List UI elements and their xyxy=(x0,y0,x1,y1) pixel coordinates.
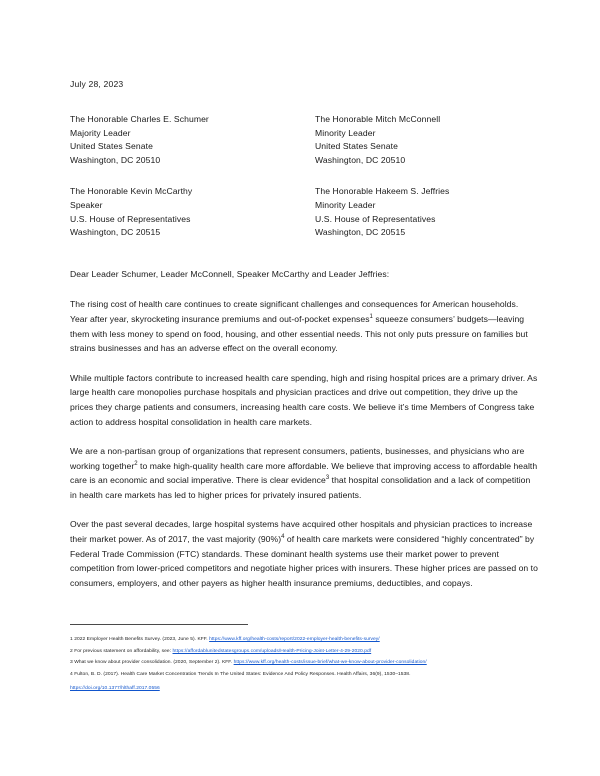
footnote-text: Fulton, B. D. (2017). Health Care Market Concentration Trends In The United States: Evidence And Policy Responses. Health Affairs, 36(9), 1530–1538. xyxy=(74,671,411,677)
footnote-marker-4: 4 xyxy=(281,534,285,541)
footnote-item-1 xyxy=(70,634,540,646)
footnote-link[interactable]: https://doi.org/10.1377/hlthaff.2017.0556 xyxy=(70,686,160,692)
recipient-city: Washington, DC 20510 xyxy=(315,154,406,165)
recipient-city: Washington, DC 20510 xyxy=(70,154,161,165)
recipient-city: Washington, DC 20515 xyxy=(70,227,161,238)
recipient-name: The Honorable Hakeem S. Jeffries xyxy=(315,186,450,197)
recipient-name: The Honorable Charles E. Schumer xyxy=(70,114,209,124)
paragraph-text-cont2: that hospital consolidation and a lack of competition in health care markets has led to higher prices for privately insured patients. xyxy=(70,475,531,500)
paragraph-text: The rising cost of health care continues to create significant challenges and consequences for American households. Year after year, skyrocketing insurance premiums and out-of-pocket expenses xyxy=(70,299,519,324)
recipient-body: U.S. House of Representatives xyxy=(315,213,436,224)
footnote-item-3 xyxy=(70,657,540,669)
body-paragraph-2 xyxy=(70,371,538,429)
footnote-text: What we know about provider consolidation. (2020, September 2). KFF. xyxy=(74,660,234,666)
recipient-city: Washington, DC 20515 xyxy=(315,227,406,238)
footnote-number: 2 xyxy=(70,648,73,654)
recipient-name: The Honorable Kevin McCarthy xyxy=(70,186,193,197)
footnote-item-4 xyxy=(70,669,540,681)
footnote-item-4-link-line xyxy=(70,683,540,695)
recipient-jeffries xyxy=(315,185,560,239)
footnote-marker-1: 1 xyxy=(369,314,373,321)
footnote-item-2 xyxy=(70,646,540,658)
footnote-text: 2022 Employer Health Benefits Survey. (2023, June 5). KFF. xyxy=(74,637,210,642)
paragraph-text-cont: to make high-quality health care more affordable. We believe that improving access to affordable health care is an economic and social imperative. There is clear evidence xyxy=(70,460,538,486)
recipient-title: Minority Leader xyxy=(315,199,376,210)
footnote-number: 1 xyxy=(70,637,73,642)
footnote-link[interactable]: https://www.kff.org/health-costs/report/2022-employer-health-benefits-survey/ xyxy=(209,637,380,642)
letter-date: July 28, 2023 xyxy=(70,79,124,89)
recipient-body: United States Senate xyxy=(315,141,398,152)
body-paragraph-4 xyxy=(70,517,538,590)
footnote-number: 3 xyxy=(70,660,73,666)
recipient-mcconnell xyxy=(315,113,560,167)
recipient-body: U.S. House of Representatives xyxy=(70,213,191,224)
body-paragraph-3 xyxy=(70,444,538,502)
recipient-schumer xyxy=(70,113,315,167)
footnote-marker-2: 2 xyxy=(134,460,138,467)
footnote-text: For previous statement on affordability, see: xyxy=(74,648,173,654)
recipient-mccarthy xyxy=(70,185,315,239)
recipient-block-senate xyxy=(70,113,538,167)
paragraph-text: Over the past several decades, large hospital systems have acquired other hospitals and physician practices to increase their market power. As of 2017, the vast majority (90%) xyxy=(70,519,533,545)
paragraph-text: We are a non-partisan group of organizations that represent consumers, patients, businesses, and physicians who are working together xyxy=(70,446,525,471)
footnote-marker-3: 3 xyxy=(325,475,330,482)
footnote-section xyxy=(70,624,540,695)
recipient-title: Speaker xyxy=(70,199,103,210)
paragraph-text-cont: squeeze consumers’ budgets—leaving them with less money to spend on food, housing, and other essential needs. This not only puts pressure on families but strains businesses and has an adverse effect on the overall economy. xyxy=(70,313,528,354)
recipient-title: Majority Leader xyxy=(70,127,131,138)
footnote-link[interactable]: https://www.kff.org/health-costs/issue-brief/what-we-know-about-provider-consolidation/ xyxy=(233,660,427,666)
recipient-block-house xyxy=(70,185,538,239)
footnote-link[interactable]: https://affordablunitedstatesgroups.com/uploads/Health-Pricing-Joint-Letter-4-29-2020.pdf xyxy=(172,648,372,654)
recipient-title: Minority Leader xyxy=(315,127,376,138)
salutation: Dear Leader Schumer, Leader McConnell, Speaker McCarthy and Leader Jeffries: xyxy=(70,268,390,279)
recipient-name: The Honorable Mitch McConnell xyxy=(315,114,441,124)
footnote-separator-rule xyxy=(70,624,248,625)
recipient-body: United States Senate xyxy=(70,141,153,152)
body-paragraph-1 xyxy=(70,297,538,355)
paragraph-text-cont: of health care markets were considered “highly concentrated” by Federal Trade Commission (FTC) standards. These dominant health systems use their market power to prevent competition from lower-priced competitors and negotiate higher prices with insurers. These higher prices are passed on to consumers, employers, and other payers as higher health insurance premiums, deductibles, and copays. xyxy=(70,534,538,588)
paragraph-text: While multiple factors contribute to increased health care spending, high and rising hospital prices are a primary driver. As large health care monopolies purchase hospitals and physician practices and drive out competition, they drive up the prices they charge patients and consumers, increasing health care costs. We believe it’s time Members of Congress take action to address hospital consolidation in health care markets. xyxy=(70,372,538,427)
footnote-number: 4 xyxy=(70,671,73,677)
